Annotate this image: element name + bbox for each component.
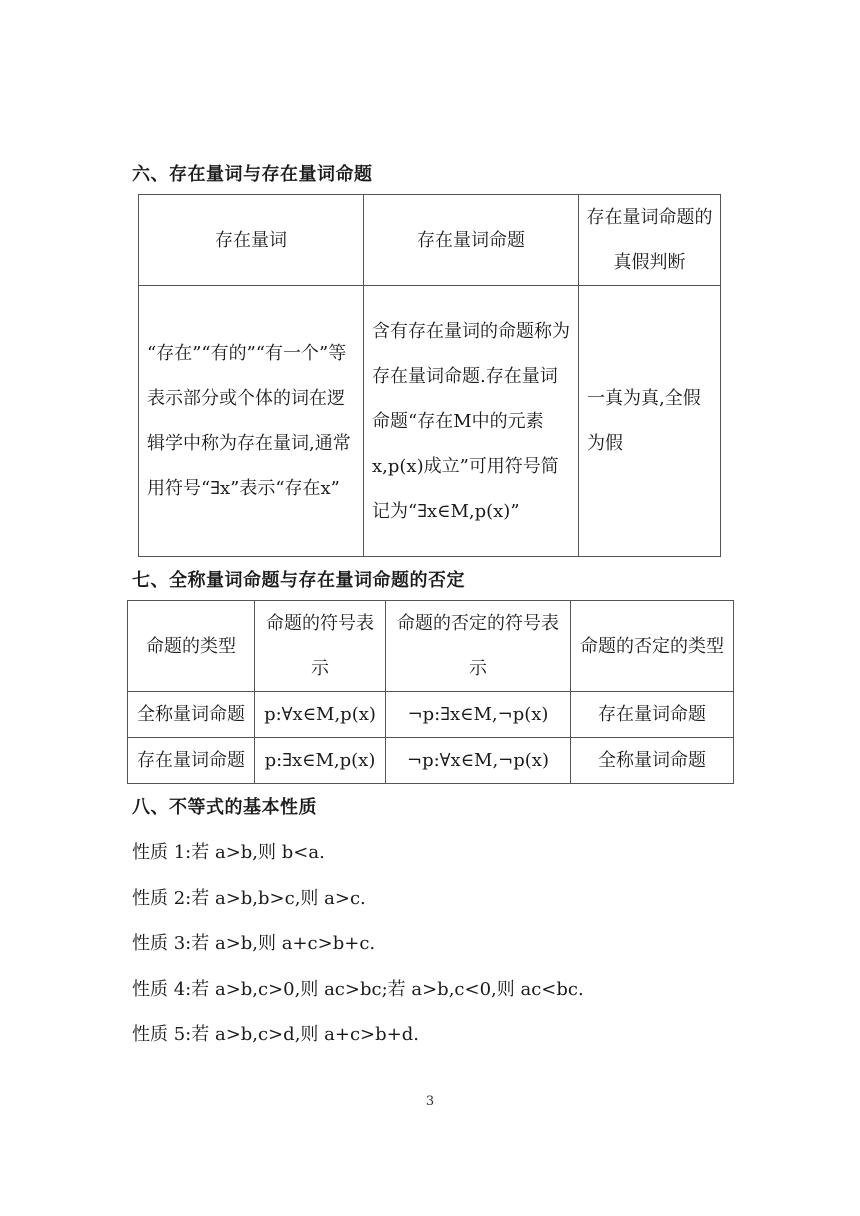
table7-row1-symbol: p:∀x∈M,p(x) bbox=[255, 692, 386, 738]
property-5: 性质 5:若 a>b,c>d,则 a+c>b+d. bbox=[132, 1024, 419, 1045]
table7-header-symbol: 命题的符号表示 bbox=[255, 601, 386, 692]
negation-table bbox=[127, 600, 734, 784]
table7-row2-negation-type: 全称量词命题 bbox=[571, 738, 734, 784]
property-2: 性质 2:若 a>b,b>c,则 a>c. bbox=[132, 888, 366, 909]
section-6-heading: 六、存在量词与存在量词命题 bbox=[132, 164, 373, 185]
table6-cell-truth-rule: 一真为真,全假为假 bbox=[579, 286, 721, 557]
property-3: 性质 3:若 a>b,则 a+c>b+c. bbox=[132, 933, 376, 954]
section-7-heading: 七、全称量词命题与存在量词命题的否定 bbox=[132, 570, 465, 591]
table6-header-truth: 存在量词命题的真假判断 bbox=[579, 195, 721, 286]
table7-header-negation-type: 命题的否定的类型 bbox=[571, 601, 734, 692]
property-1: 性质 1:若 a>b,则 b<a. bbox=[132, 842, 325, 863]
table7-header-type: 命题的类型 bbox=[128, 601, 255, 692]
table7-row1-negation-symbol: ¬p:∃x∈M,¬p(x) bbox=[386, 692, 571, 738]
table7-row1-negation-type: 存在量词命题 bbox=[571, 692, 734, 738]
existential-quantifier-table bbox=[138, 194, 721, 557]
table7-row2-type: 存在量词命题 bbox=[128, 738, 255, 784]
table7-row2-negation-symbol: ¬p:∀x∈M,¬p(x) bbox=[386, 738, 571, 784]
page-number: 3 bbox=[425, 1094, 435, 1109]
property-4: 性质 4:若 a>b,c>0,则 ac>bc;若 a>b,c<0,则 ac<bc. bbox=[132, 979, 584, 1000]
table6-header-quantifier: 存在量词 bbox=[139, 195, 364, 286]
section-8-heading: 八、不等式的基本性质 bbox=[132, 797, 317, 818]
table7-header-negation-symbol: 命题的否定的符号表示 bbox=[386, 601, 571, 692]
table7-row1-type: 全称量词命题 bbox=[128, 692, 255, 738]
table7-row2-symbol: p:∃x∈M,p(x) bbox=[255, 738, 386, 784]
table6-cell-proposition-def: 含有存在量词的命题称为存在量词命题.存在量词命题“存在M中的元素x,p(x)成立”可用符号简记为“∃x∈M,p(x)” bbox=[364, 286, 579, 557]
table6-header-proposition: 存在量词命题 bbox=[364, 195, 579, 286]
table6-cell-quantifier-def: “存在”“有的”“有一个”等表示部分或个体的词在逻辑学中称为存在量词,通常用符号“∃x”表示“存在x” bbox=[139, 286, 364, 557]
